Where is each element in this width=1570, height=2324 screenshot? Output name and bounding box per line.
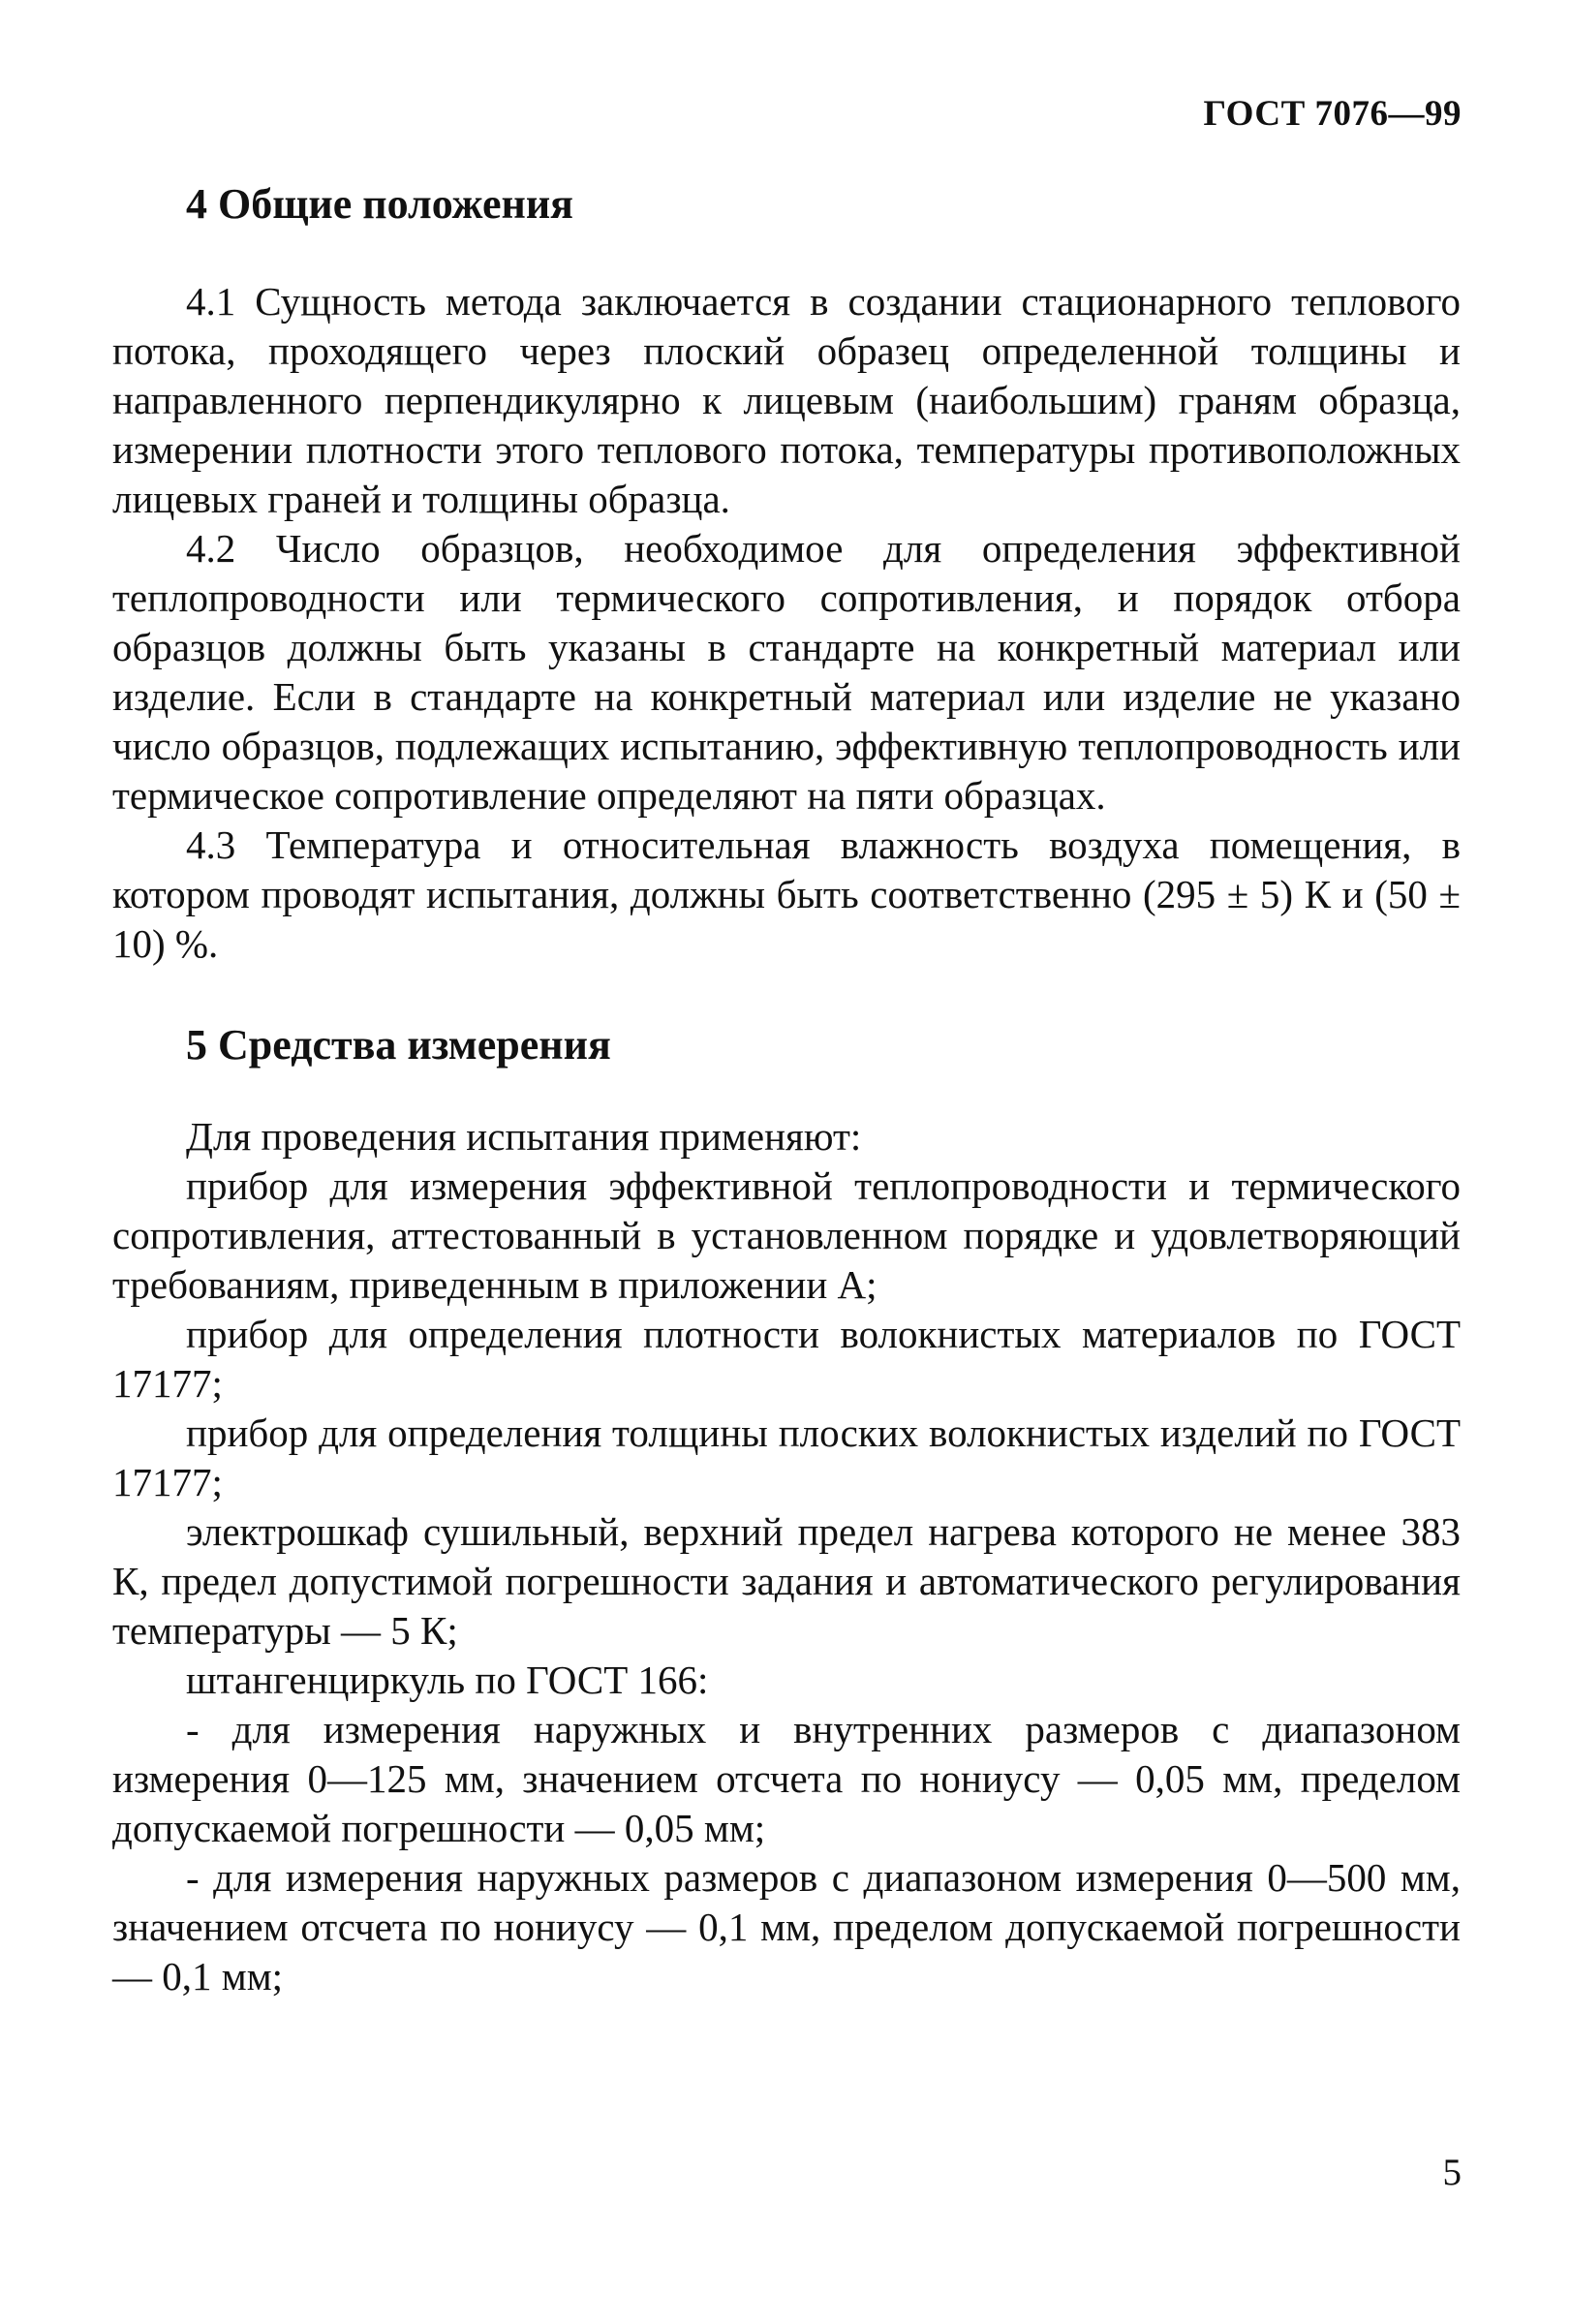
paragraph-5-item-density-device: прибор для определения плотности волокнистых материалов по ГОСТ 17177; — [112, 1312, 1461, 1406]
paragraph-5-caliper-range-1: - для измерения наружных и внутренних размеров с диапазоном измерения 0—125 мм, значением отсчета по нониусу — 0,05 мм, пределом допускаемой погрешности — 0,05 мм; — [112, 1707, 1461, 1850]
paragraph-5-item-thermal-device: прибор для измерения эффективной теплопроводности и термического сопротивления, аттестованный в установленном порядке и удовлетворяющий требованиям, приведенным в приложении А; — [112, 1163, 1461, 1307]
paragraph-4-3: 4.3 Температура и относительная влажность воздуха помещения, в котором проводят испытания, должны быть соответственно (295 ± 5) К и (50 ± 10) %. — [112, 822, 1461, 966]
paragraph-4-2: 4.2 Число образцов, необходимое для определения эффективной теплопроводности или термического сопротивления, и порядок отбора образцов должны быть указаны в стандарте на конкретный материал или изделие. Если в стандарте на конкретный материал или изделие не указано число образцов, подлежащих испытанию, эффективную теплопроводность или термическое сопротивление определяют на пяти образцах. — [112, 526, 1461, 818]
document-code-header: ГОСТ 7076—99 — [1203, 94, 1462, 134]
section-5-heading: 5 Средства измерения — [186, 1021, 611, 1069]
section-4-heading: 4 Общие положения — [186, 180, 573, 228]
paragraph-5-item-thickness-device: прибор для определения толщины плоских волокнистых изделий по ГОСТ 17177; — [112, 1410, 1461, 1504]
paragraph-5-item-caliper: штангенциркуль по ГОСТ 166: — [186, 1658, 709, 1702]
page-content — [112, 170, 1461, 2001]
page-number: 5 — [1442, 2152, 1462, 2193]
paragraph-5-caliper-range-2: - для измерения наружных размеров с диапазоном измерения 0—500 мм, значением отсчета по нониусу — 0,1 мм, пределом допускаемой погрешности — 0,1 мм; — [112, 1855, 1461, 1999]
paragraph-5-item-drying-cabinet: электрошкаф сушильный, верхний предел нагрева которого не менее 383 К, предел допустимой погрешности задания и автоматического регулирования температуры — 5 К; — [112, 1509, 1461, 1653]
paragraph-5-intro: Для проведения испытания применяют: — [186, 1114, 862, 1159]
paragraph-4-1: 4.1 Сущность метода заключается в создании стационарного теплового потока, проходящего через плоский образец определенной толщины и направленного перпендикулярно к лицевым (наибольшим) граням образца, измерении плотности этого теплового потока, температуры противоположных лицевых граней и толщины образца. — [112, 279, 1461, 521]
